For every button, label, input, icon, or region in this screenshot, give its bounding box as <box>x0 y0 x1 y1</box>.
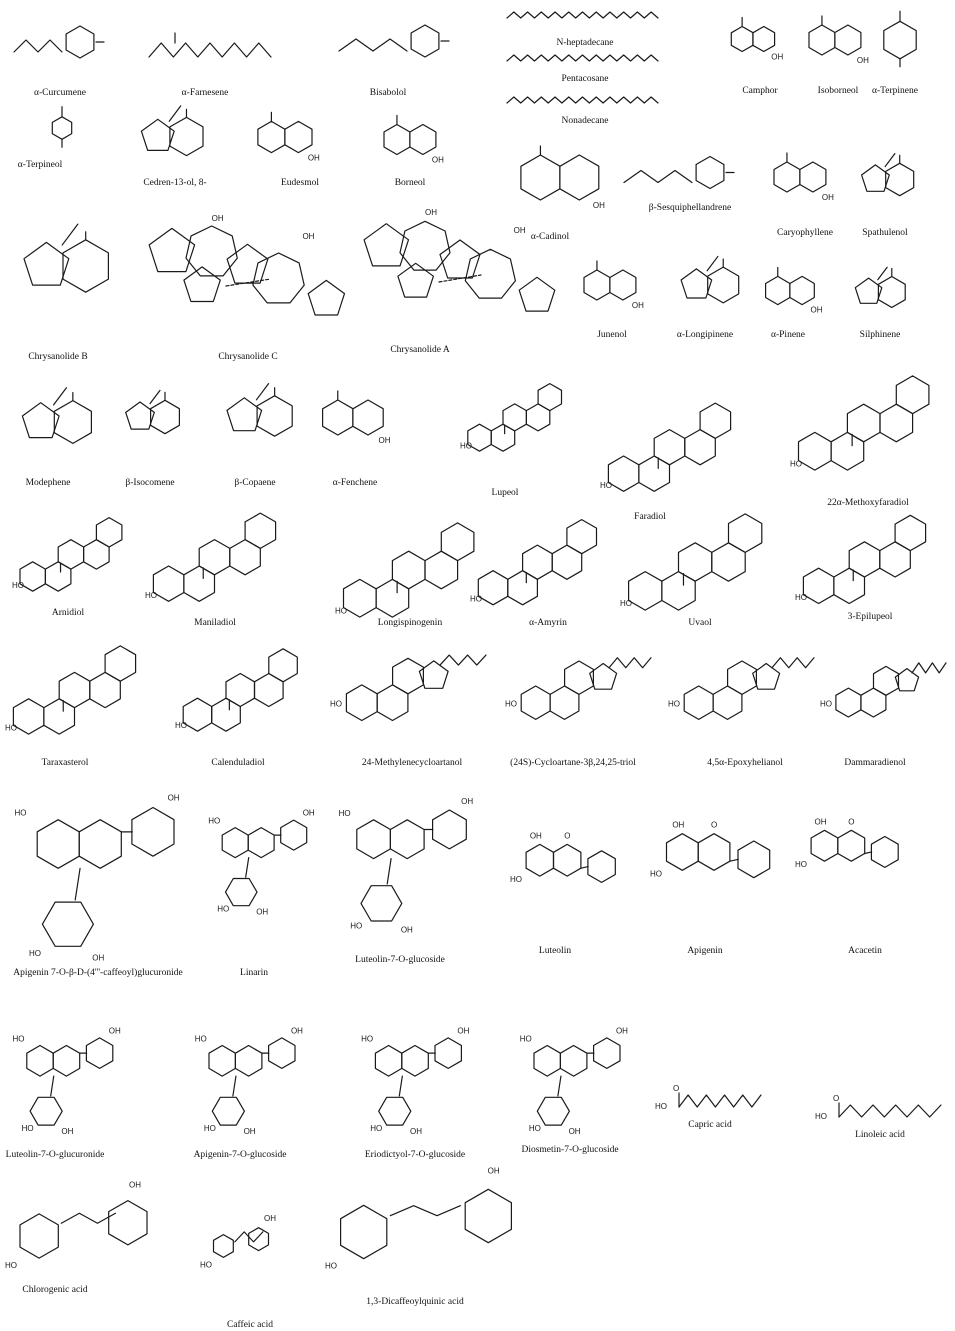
svg-text:HO: HO <box>12 581 24 591</box>
molecule-drawing <box>330 650 490 735</box>
molecule-drawing <box>145 500 295 610</box>
molecule-drawing <box>805 10 869 70</box>
compound-label: Silphinene <box>859 330 901 340</box>
structure-c21 <box>580 255 644 315</box>
structure-c1 <box>10 12 100 72</box>
compound-label: 4,5α-Epoxyhelianol <box>707 758 783 768</box>
compound-label: Chrysanolide B <box>28 352 88 362</box>
molecule-drawing <box>505 52 660 64</box>
svg-text:HO: HO <box>145 590 157 600</box>
compound-label: Luteolin-7-O-glucuronide <box>5 1150 105 1160</box>
structure-c37 <box>795 510 945 605</box>
molecule-drawing <box>318 380 391 455</box>
svg-text:OH: OH <box>302 808 315 818</box>
structure-c12 <box>245 112 325 162</box>
structure-c54 <box>655 1085 765 1115</box>
svg-text:HO: HO <box>21 1124 34 1134</box>
compound-label: Pentacosane <box>561 74 609 84</box>
compound-label: 24-Methylenecycloartanol <box>361 758 463 768</box>
structure-c8 <box>805 10 869 70</box>
structure-c30 <box>600 390 750 500</box>
molecule-drawing <box>5 625 155 750</box>
svg-text:OH: OH <box>513 226 526 235</box>
molecule-drawing <box>820 648 950 736</box>
svg-text:HO: HO <box>370 1124 383 1134</box>
compound-label: α-Longipinene <box>676 330 734 340</box>
svg-text:HO: HO <box>29 948 42 958</box>
compound-label: Caryophyllene <box>777 228 833 238</box>
molecule-drawing <box>505 94 660 106</box>
molecule-drawing <box>515 1026 630 1140</box>
structure-c58 <box>325 1160 525 1280</box>
compound-label: Spathulenol <box>862 228 908 238</box>
svg-text:O: O <box>848 817 855 827</box>
molecule-drawing <box>380 112 444 167</box>
structure-c41 <box>505 650 655 735</box>
structure-c52 <box>355 1026 475 1140</box>
structure-c38 <box>5 625 155 750</box>
svg-text:OH: OH <box>771 52 784 62</box>
svg-text:OH: OH <box>211 214 224 224</box>
molecule-drawing <box>175 625 315 750</box>
molecule-drawing <box>12 505 137 600</box>
compound-label: Nonadecane <box>561 116 609 126</box>
molecule-drawing <box>470 505 615 615</box>
structure-c29 <box>460 355 575 475</box>
molecule-drawing <box>5 795 195 970</box>
compound-label: 22α-Methoxyfaradiol <box>827 498 909 508</box>
molecule-drawing <box>795 510 945 605</box>
molecule-drawing <box>335 10 445 72</box>
molecule-drawing <box>675 250 750 312</box>
compound-label: β-Copaene <box>234 478 276 488</box>
svg-text:HO: HO <box>510 875 522 885</box>
svg-text:HO: HO <box>194 1034 207 1044</box>
compound-label: Cedren-13-ol, 8- <box>143 178 207 188</box>
svg-text:HO: HO <box>815 1112 827 1121</box>
compound-label: Apigenin 7-O-β-D-(4'''-caffeoyl)glucuronide <box>13 968 183 978</box>
svg-text:OH: OH <box>302 231 315 241</box>
molecule-drawing <box>815 1025 945 1125</box>
svg-text:OH: OH <box>529 831 542 841</box>
svg-text:OH: OH <box>592 201 605 210</box>
structure-c6 <box>505 94 660 106</box>
compound-label: Capric acid <box>688 1120 732 1130</box>
svg-text:O: O <box>673 1084 680 1093</box>
compound-label: N-heptadecane <box>556 38 614 48</box>
svg-text:HO: HO <box>790 459 802 469</box>
structure-c11 <box>130 100 220 165</box>
molecule-drawing <box>668 650 818 735</box>
svg-text:OH: OH <box>409 1127 422 1137</box>
molecule-drawing <box>580 255 644 315</box>
compound-label: α-Curcumene <box>34 88 86 98</box>
svg-text:HO: HO <box>528 1124 541 1134</box>
svg-text:OH: OH <box>568 1127 581 1137</box>
molecule-drawing <box>600 390 750 500</box>
molecule-drawing <box>620 510 790 610</box>
compound-label: Diosmetin-7-O-glucoside <box>521 1145 619 1155</box>
structure-c16 <box>770 148 834 206</box>
molecule-drawing <box>620 145 730 200</box>
compound-label: α-Pinene <box>771 330 805 340</box>
compound-label: Eudesmol <box>281 178 319 188</box>
svg-text:OH: OH <box>810 305 823 315</box>
molecule-drawing <box>325 1160 525 1280</box>
structure-c36 <box>620 510 790 610</box>
svg-text:HO: HO <box>5 723 17 733</box>
structure-c48 <box>650 808 760 888</box>
svg-text:HO: HO <box>620 599 632 609</box>
compound-label: Longispinogenin <box>377 618 443 628</box>
svg-text:OH: OH <box>631 301 644 310</box>
structure-c27 <box>220 368 305 456</box>
structure-c40 <box>330 650 490 735</box>
molecule-drawing <box>190 1026 305 1140</box>
svg-text:OH: OH <box>461 797 474 807</box>
compound-label: Chrysanolide A <box>390 345 450 355</box>
compound-label: Eriodictyol-7-O-glucoside <box>364 1150 466 1160</box>
svg-text:HO: HO <box>325 1261 337 1271</box>
structure-c9 <box>865 8 935 68</box>
svg-text:HO: HO <box>820 699 832 709</box>
structure-c7 <box>728 8 784 70</box>
compound-label: α-Terpinene <box>872 86 918 96</box>
molecule-drawing <box>790 345 950 495</box>
structure-c33 <box>145 500 295 610</box>
compound-label: Maniladiol <box>194 618 236 628</box>
svg-text:HO: HO <box>655 1102 667 1111</box>
molecule-drawing <box>460 355 575 475</box>
structure-c10 <box>12 108 112 144</box>
svg-text:OH: OH <box>264 1213 276 1223</box>
molecule-drawing <box>728 8 784 70</box>
svg-text:HO: HO <box>217 904 230 914</box>
compound-label: Caffeic acid <box>227 1320 273 1330</box>
structure-c24 <box>850 258 915 318</box>
molecule-drawing <box>5 1026 130 1140</box>
molecule-drawing <box>355 1026 475 1140</box>
svg-text:HO: HO <box>5 1261 17 1271</box>
svg-text:HO: HO <box>519 1034 532 1044</box>
svg-text:HO: HO <box>795 592 807 602</box>
compound-label: Calenduladiol <box>211 758 265 768</box>
svg-text:OH: OH <box>167 793 180 803</box>
svg-text:HO: HO <box>460 441 472 451</box>
svg-text:HO: HO <box>330 699 342 709</box>
structure-c57 <box>200 1180 280 1290</box>
compound-label: Bisabolol <box>369 88 407 98</box>
molecule-drawing <box>15 212 125 312</box>
structure-c5 <box>505 52 660 64</box>
compound-label: Uvaol <box>688 618 712 628</box>
compound-label: α-Farnesene <box>181 88 229 98</box>
molecule-drawing <box>130 100 220 165</box>
svg-text:OH: OH <box>672 820 685 830</box>
molecule-drawing <box>208 795 315 965</box>
molecule-drawing <box>12 108 112 144</box>
svg-text:HO: HO <box>470 594 482 604</box>
structure-c47 <box>510 808 605 903</box>
structure-c4 <box>505 8 660 22</box>
structure-c23 <box>760 268 823 315</box>
molecule-drawing <box>145 28 275 64</box>
molecule-drawing <box>510 808 605 903</box>
structure-c20 <box>355 198 565 338</box>
compound-label: Camphor <box>742 86 778 96</box>
molecule-drawing <box>5 1170 160 1280</box>
structure-c15 <box>620 145 730 200</box>
svg-text:HO: HO <box>175 720 187 730</box>
molecule-drawing <box>650 808 760 888</box>
svg-text:HO: HO <box>600 480 612 490</box>
svg-text:OH: OH <box>431 155 444 165</box>
svg-text:OH: OH <box>814 817 827 827</box>
svg-text:O: O <box>711 820 718 830</box>
molecule-drawing <box>140 205 355 340</box>
compound-label: α-Fenchene <box>332 478 378 488</box>
svg-text:HO: HO <box>361 1034 374 1044</box>
svg-text:OH: OH <box>307 153 320 163</box>
compound-label: Faradiol <box>634 512 666 522</box>
compound-label: Chlorogenic acid <box>22 1285 88 1295</box>
molecule-drawing <box>850 258 915 318</box>
structure-c42 <box>668 650 818 735</box>
svg-text:HO: HO <box>505 699 517 709</box>
svg-text:OH: OH <box>61 1127 74 1137</box>
compound-label: Dammaradienol <box>844 758 906 768</box>
structure-c32 <box>12 505 137 600</box>
structure-c39 <box>175 625 315 750</box>
molecule-drawing <box>795 810 925 875</box>
svg-text:HO: HO <box>335 606 347 616</box>
molecule-drawing <box>120 368 190 458</box>
molecule-drawing <box>245 112 325 162</box>
compound-label: Luteolin <box>538 946 572 956</box>
molecule-drawing <box>655 1085 765 1115</box>
svg-text:OH: OH <box>290 1026 303 1036</box>
molecule-drawing <box>15 368 105 468</box>
svg-text:OH: OH <box>378 436 391 445</box>
svg-text:OH: OH <box>487 1166 500 1176</box>
compound-label: α-Terpineol <box>17 160 63 170</box>
compound-label: Modephene <box>25 478 71 488</box>
compound-label: Chrysanolide C <box>218 352 278 362</box>
svg-text:O: O <box>833 1094 840 1103</box>
compound-label: 3-Epilupeol <box>847 612 893 622</box>
compound-label: Apigenin-7-O-glucoside <box>193 1150 287 1160</box>
molecule-drawing <box>505 8 660 22</box>
molecule-drawing <box>770 148 834 206</box>
structure-c17 <box>855 148 925 203</box>
structure-c2 <box>145 28 275 64</box>
compound-label: Junenol <box>597 330 627 340</box>
compound-label: 1,3-Dicaffeoylquinic acid <box>366 1297 464 1307</box>
structure-c3 <box>335 10 445 72</box>
svg-text:OH: OH <box>425 207 437 217</box>
svg-text:HO: HO <box>338 808 351 818</box>
molecule-drawing <box>220 368 305 456</box>
structure-c56 <box>5 1170 160 1280</box>
molecule-drawing <box>505 650 655 735</box>
svg-text:HO: HO <box>200 1260 212 1270</box>
structure-c50 <box>5 1026 130 1140</box>
compound-label: Acacetin <box>848 946 882 956</box>
svg-text:OH: OH <box>129 1180 141 1190</box>
compound-label: Luteolin-7-O-glucoside <box>355 955 445 965</box>
svg-text:OH: OH <box>856 56 869 65</box>
compound-label: Isoborneol <box>817 86 859 96</box>
svg-text:HO: HO <box>203 1124 216 1134</box>
svg-text:OH: OH <box>256 907 269 917</box>
molecule-drawing <box>355 198 565 338</box>
molecule-drawing <box>338 797 474 940</box>
svg-text:HO: HO <box>14 808 27 818</box>
compound-label: Borneol <box>394 178 426 188</box>
structure-c28 <box>318 380 391 455</box>
svg-text:OH: OH <box>615 1026 628 1036</box>
molecule-drawing <box>200 1180 280 1290</box>
structure-c46 <box>338 797 474 940</box>
svg-text:HO: HO <box>208 816 221 826</box>
compound-label: (24S)-Cycloartane-3β,24,25-triol <box>510 758 636 768</box>
compound-label: Linarin <box>240 968 268 978</box>
compound-label: Apigenin <box>687 946 723 956</box>
svg-text:O: O <box>564 831 571 841</box>
molecule-drawing <box>855 148 925 203</box>
structure-c18 <box>15 212 125 312</box>
structure-c35 <box>470 505 615 615</box>
svg-text:OH: OH <box>821 193 834 202</box>
structure-c13 <box>380 112 444 167</box>
svg-text:HO: HO <box>12 1034 25 1044</box>
svg-text:HO: HO <box>650 869 662 879</box>
svg-text:OH: OH <box>457 1026 470 1036</box>
structure-c25 <box>15 368 105 468</box>
structure-c22 <box>675 250 750 312</box>
structure-c31 <box>790 345 950 495</box>
molecule-drawing <box>760 268 823 315</box>
compound-label: Taraxasterol <box>41 758 89 768</box>
svg-text:OH: OH <box>243 1127 256 1137</box>
svg-text:OH: OH <box>400 925 413 935</box>
compound-label: α-Cadinol <box>530 232 570 242</box>
compound-label: Lupeol <box>491 488 519 498</box>
svg-text:HO: HO <box>350 921 363 931</box>
structure-c45 <box>208 795 315 965</box>
compound-label: Arnidiol <box>51 608 85 618</box>
structure-c51 <box>190 1026 305 1140</box>
structure-c49 <box>795 810 925 875</box>
svg-text:HO: HO <box>795 860 807 870</box>
svg-text:HO: HO <box>668 699 680 709</box>
structure-c19 <box>140 205 355 340</box>
structure-c26 <box>120 368 190 458</box>
compound-label: Linoleic acid <box>855 1130 905 1140</box>
svg-text:OH: OH <box>108 1026 121 1036</box>
structure-c55 <box>815 1025 945 1125</box>
molecule-drawing <box>10 12 100 72</box>
molecule-drawing <box>865 8 935 68</box>
compound-label: β-Isocomene <box>125 478 175 488</box>
svg-text:OH: OH <box>92 953 105 963</box>
compound-label: β-Sesquiphellandrene <box>648 203 732 213</box>
structure-c43 <box>820 648 950 736</box>
structure-c53 <box>515 1026 630 1140</box>
compound-label: α-Amyrin <box>529 618 567 628</box>
structure-c44 <box>5 795 195 970</box>
